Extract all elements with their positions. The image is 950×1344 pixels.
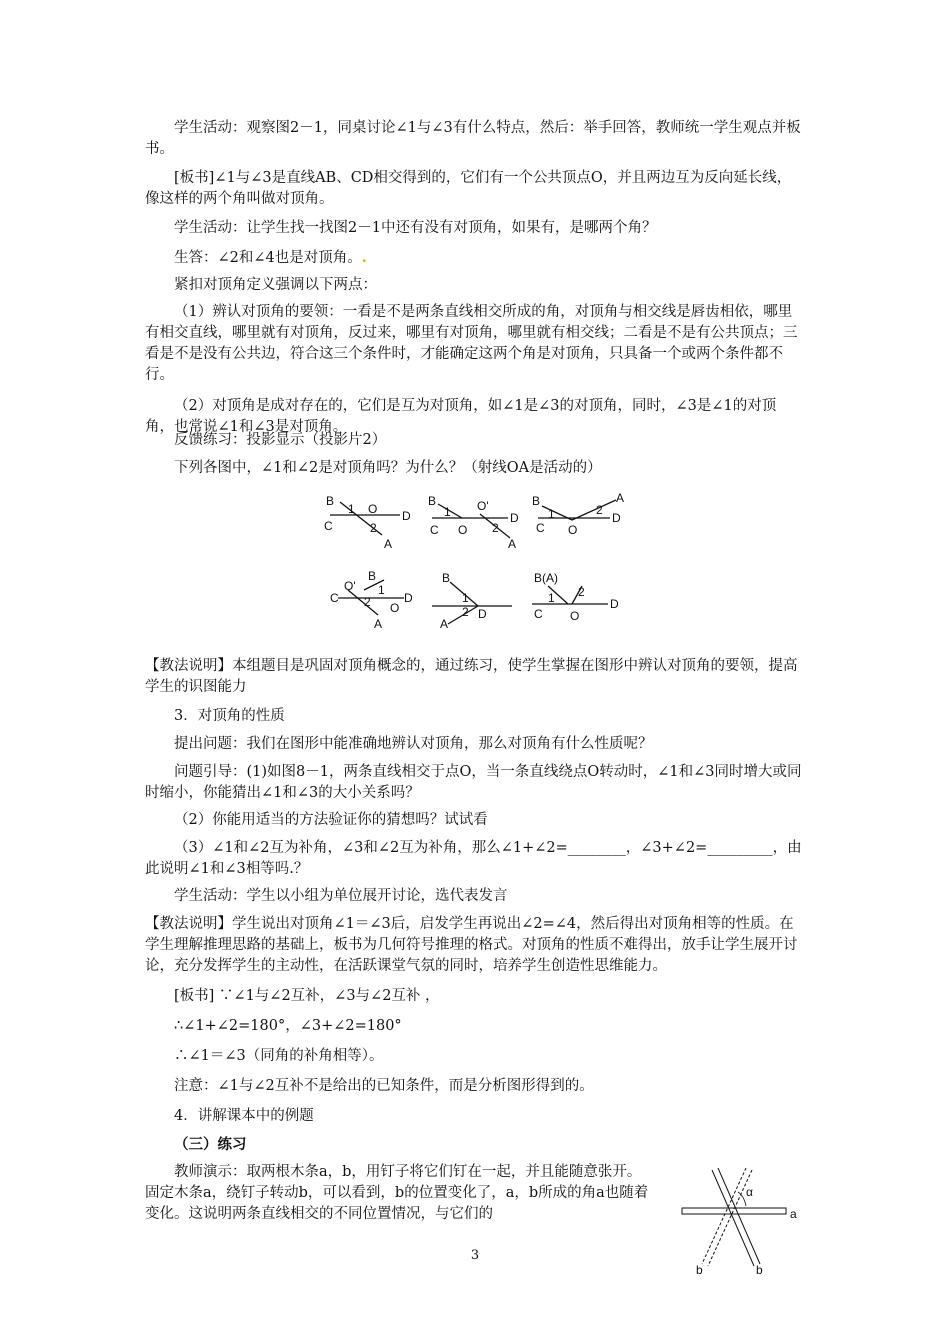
figure-1 — [324, 494, 411, 551]
label-O-prime: O' — [344, 579, 356, 593]
wooden-strips-figure — [676, 1166, 806, 1276]
label-D: D — [404, 591, 413, 605]
label-b: b — [696, 1263, 703, 1276]
label-B-A: B(A) — [534, 571, 558, 585]
label-A: A — [616, 491, 625, 505]
label-C: C — [324, 519, 333, 533]
figure-3 — [532, 491, 624, 537]
paragraph: [板书] ∵∠1与∠2互补，∠3与∠2互补 ， — [174, 988, 440, 1004]
label-O: O — [368, 502, 378, 516]
paragraph: 生答：∠2和∠4也是对顶角。. — [174, 249, 367, 266]
figure-6 — [532, 571, 619, 623]
label-1: 1 — [548, 591, 555, 605]
label-A: A — [374, 617, 383, 630]
paragraph: [板书]∠1与∠3是直线AB、CD相交得到的，它们有一个公共顶点O，并且两边互为反向延长线，像这样的两个角叫做对顶角。 — [145, 170, 792, 207]
label-2: 2 — [492, 521, 499, 535]
label-2: 2 — [578, 585, 585, 599]
section-heading: （三）练习 — [174, 1136, 247, 1153]
label-O: O — [570, 609, 580, 623]
label-1: 1 — [462, 591, 469, 605]
label-A: A — [440, 617, 449, 630]
label-2: 2 — [364, 595, 371, 609]
yellow-dot-mark: . — [361, 249, 367, 266]
label-A: A — [508, 537, 517, 551]
figure-5 — [432, 571, 512, 630]
label-A: A — [384, 537, 393, 551]
paragraph: ∴∠1+∠2=180°，∠3+∠2=180° — [174, 1018, 402, 1034]
label-C: C — [430, 523, 439, 537]
label-D: D — [478, 607, 487, 621]
paragraph: 提出问题：我们在图形中能准确地辨认对顶角，那么对顶角有什么性质呢？ — [174, 736, 653, 752]
label-O-prime: O' — [477, 499, 489, 513]
label-1: 1 — [548, 507, 555, 521]
label-b: b — [756, 1263, 763, 1276]
label-1: 1 — [378, 583, 385, 597]
label-D: D — [510, 511, 519, 525]
label-C: C — [330, 591, 339, 605]
label-B: B — [326, 494, 335, 508]
figure-4 — [330, 569, 413, 630]
label-2: 2 — [596, 503, 603, 517]
label-D: D — [610, 597, 619, 611]
paragraph: 【教法说明】学生说出对顶角∠1＝∠3后，启发学生再说出∠2=∠4，然后得出对顶角相等的性质。在学生理解推理思路的基础上，板书为几何符号推理的格式。对顶角的性质不难得出，放手让学生展开讨论，充分发挥学生的主动性，在活跃课堂气氛的同时，培养学生创造性思维能力。 — [145, 916, 798, 974]
label-alpha: α — [746, 1185, 753, 1199]
label-B: B — [532, 494, 541, 508]
label-C: C — [536, 521, 545, 535]
label-O: O — [458, 523, 468, 537]
label-1: 1 — [444, 505, 451, 519]
label-B: B — [368, 569, 377, 583]
paragraph: （3）∠1和∠2互为补角，∠3和∠2互为补角，那么∠1+∠2=________，∠3+∠2=_________，由此说明∠1和∠3相等吗.？ — [145, 840, 802, 877]
paragraph: 问题引导：(1)如图8－1，两条直线相交于点O，当一条直线绕点O转动时，∠1和∠3同时增大或同时缩小，你能猜出∠1和∠3的大小关系吗？ — [145, 764, 802, 801]
label-a: a — [790, 1207, 797, 1221]
label-O: O — [568, 523, 578, 537]
paragraph: （1）辨认对顶角的要领：一看是不是两条直线相交所成的角，对顶角与相交线是唇齿相依，哪里有相交直线，哪里就有对顶角，反过来，哪里有对顶角，哪里就有相交线；二看是不是有公共顶点；三看是不是没有公共边，符合这三个条件时，才能确定这两个角是对顶角，只具备一个或两个条件都不行。 — [145, 304, 798, 383]
paragraph: ∴∠1＝∠3（同角的补角相等）。 — [174, 1048, 384, 1064]
label-2: 2 — [462, 605, 469, 619]
figure-2 — [428, 494, 519, 551]
page-number: 3 — [470, 1248, 480, 1263]
paragraph: 【教法说明】本组题目是巩固对顶角概念的，通过练习，使学生掌握在图形中辨认对顶角的要领，提高学生的识图能力 — [145, 658, 798, 695]
label-D: D — [612, 511, 621, 525]
paragraph: （2）对顶角是成对存在的，它们是互为对顶角，如∠1是∠3的对顶角，同时，∠3是∠1的对顶角，也常说∠1和∠3是对顶角。 — [145, 398, 777, 435]
paragraph: 4．讲解课本中的例题 — [174, 1108, 314, 1124]
paragraph: 学生活动：学生以小组为单位展开讨论，选代表发言 — [174, 888, 508, 904]
paragraph: 学生活动：观察图2－1，同桌讨论∠1与∠3有什么特点，然后：举手回答，教师统一学生观点并板书。 — [145, 120, 801, 157]
paragraph: 教师演示：取两根木条a，b，用钉子将它们钉在一起，并且能随意张开。固定木条a，绕钉子转动b，可以看到，b的位置变化了，a，b所成的角a也随着变化。这说明两条直线相交的不同位置情况，与它们的 — [145, 1164, 649, 1222]
label-C: C — [534, 607, 543, 621]
paragraph: 反馈练习：投影显示（投影片2） — [174, 432, 387, 448]
paragraph: 紧扣对顶角定义强调以下两点： — [174, 277, 377, 293]
paragraph: （2）你能用适当的方法验证你的猜想吗？试试看 — [174, 812, 488, 828]
label-O: O — [390, 601, 400, 615]
label-2: 2 — [370, 521, 377, 535]
paragraph: 学生活动：让学生找一找图2－1中还有没有对顶角，如果有，是哪两个角？ — [174, 220, 657, 236]
label-1: 1 — [348, 502, 355, 516]
paragraph: 注意：∠1与∠2互补不是给出的已知条件，而是分析图形得到的。 — [174, 1078, 594, 1094]
exercise-figures — [320, 490, 640, 630]
label-B: B — [442, 571, 451, 585]
paragraph: 3．对顶角的性质 — [174, 708, 285, 724]
label-B: B — [428, 494, 437, 508]
label-D: D — [402, 509, 411, 523]
paragraph: 下列各图中，∠1和∠2是对顶角吗？为什么？（射线OA是活动的） — [174, 460, 602, 476]
